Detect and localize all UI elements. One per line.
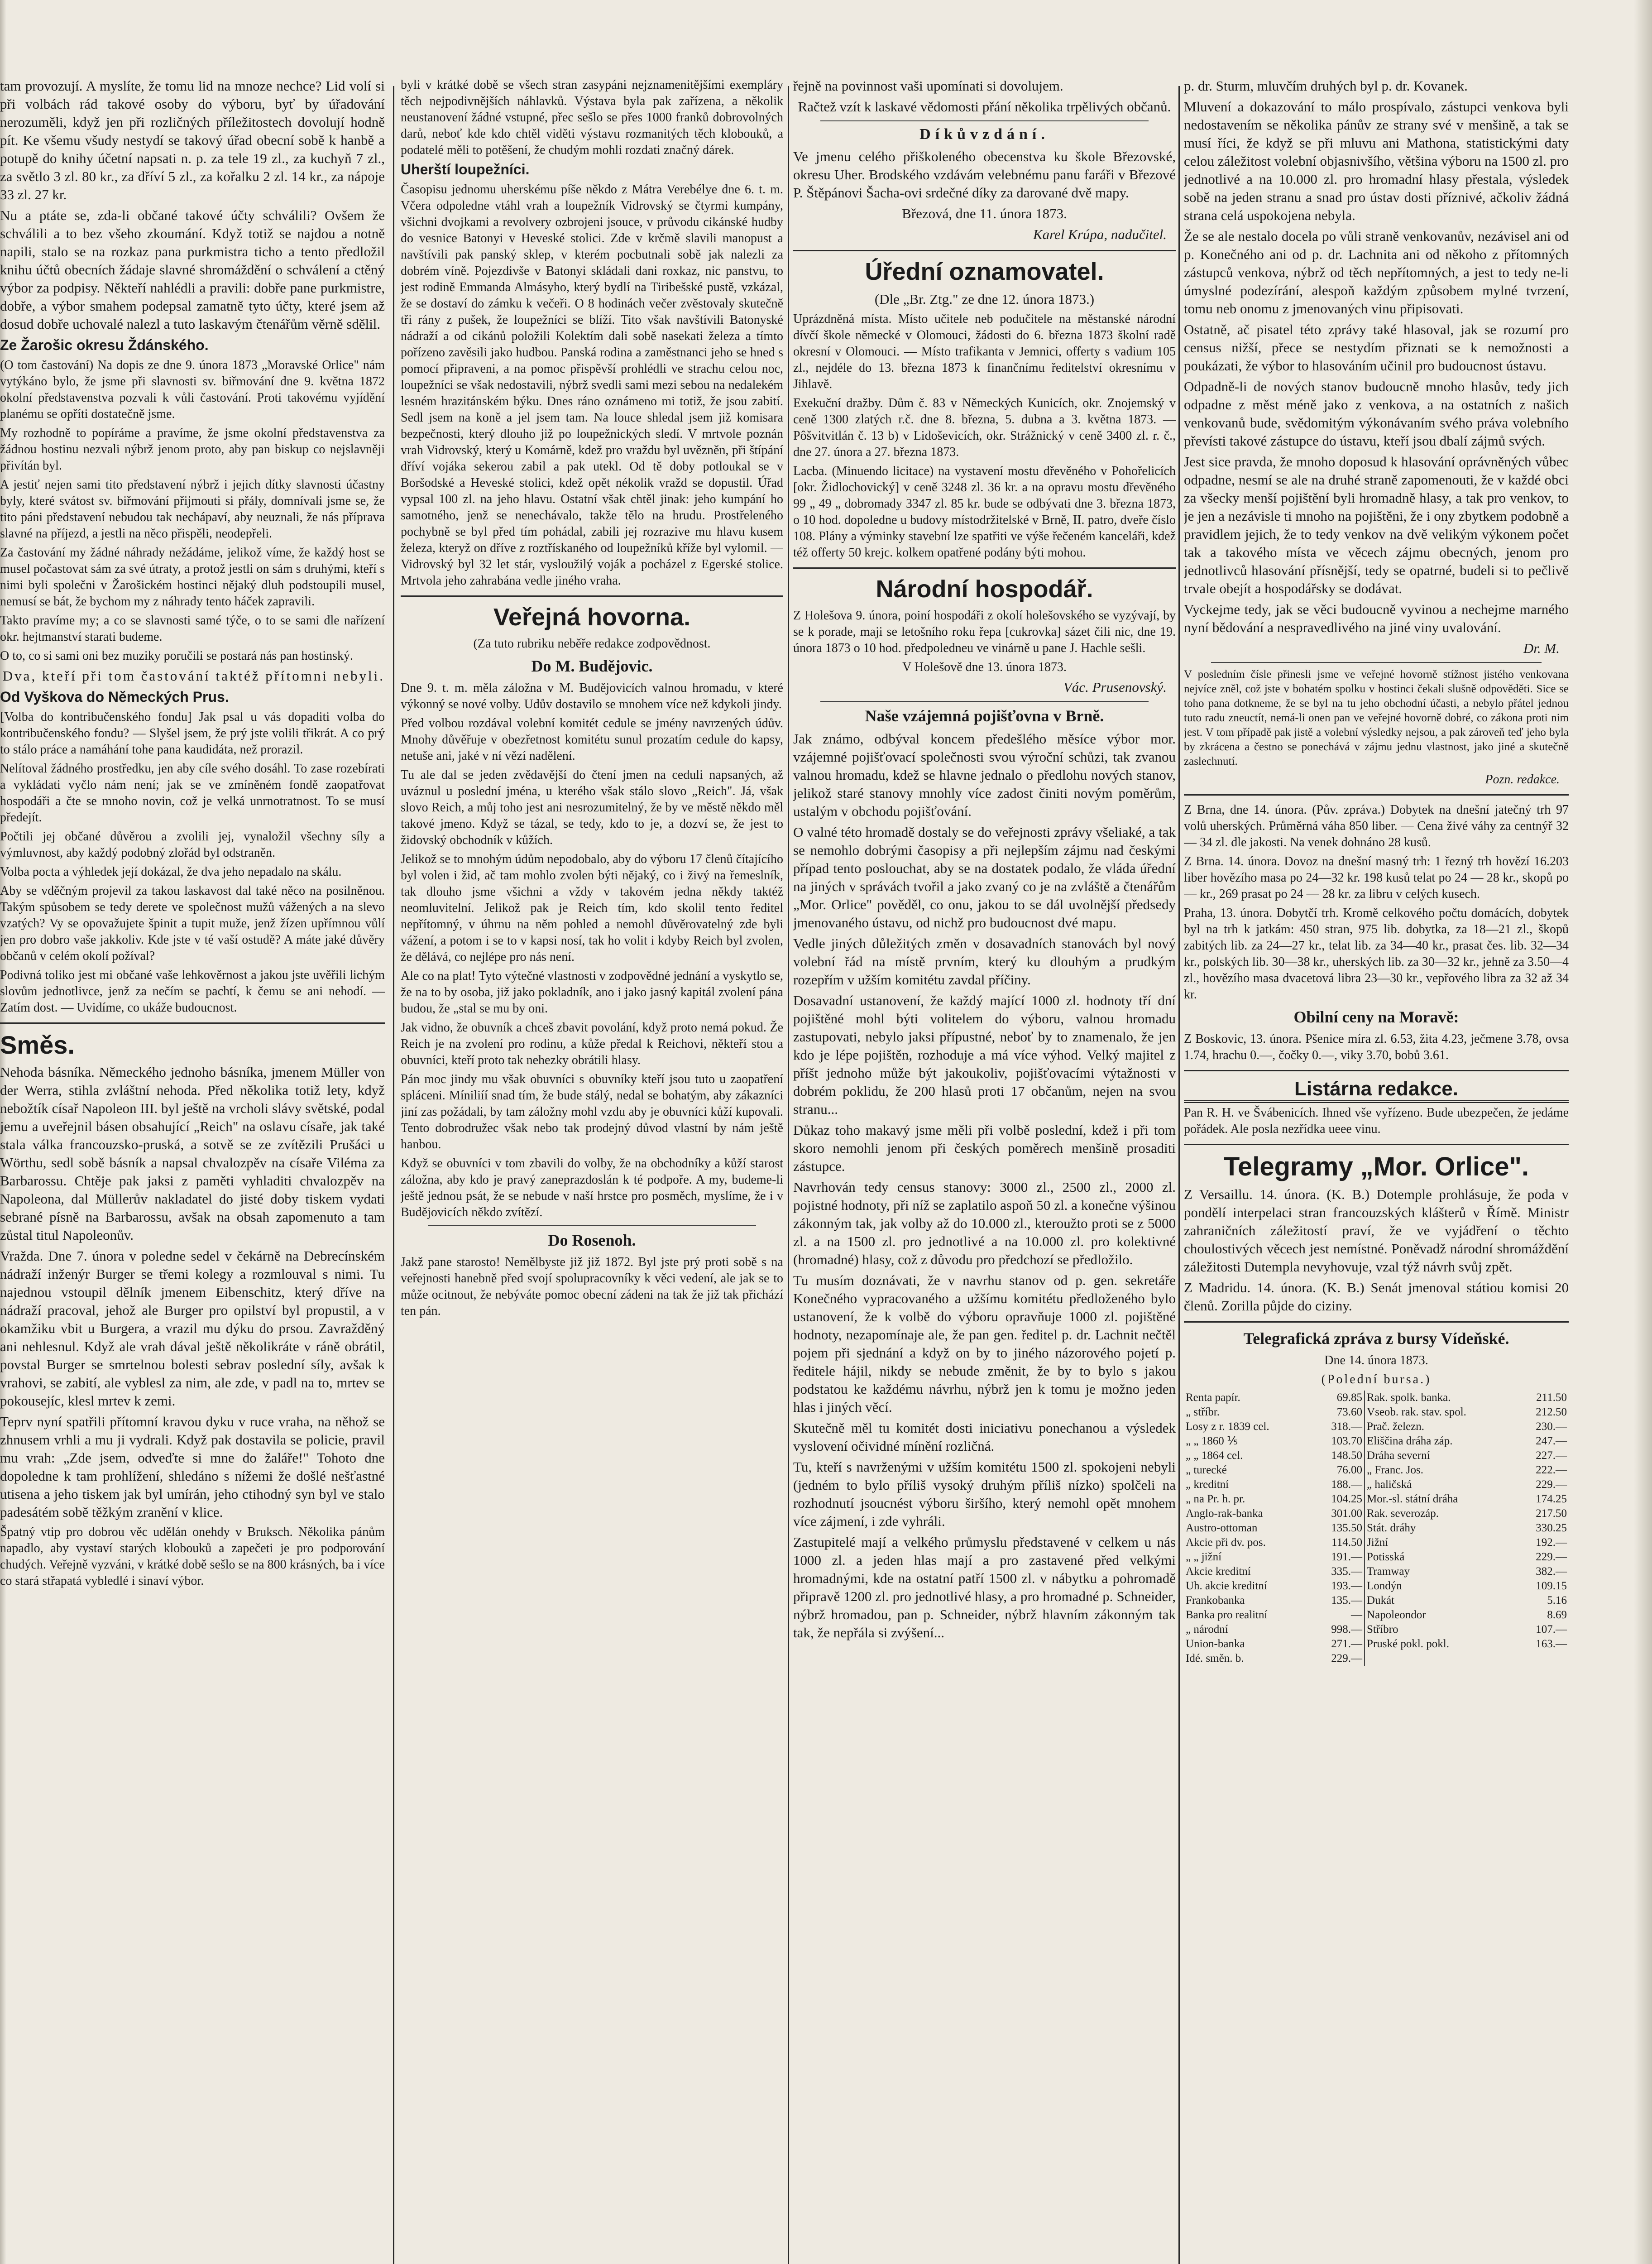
editorial-note: V posledním čísle přinesli jsme ve veřejné hovorně stížnost jistého venkovana nejvíce zněl, což jste v bohatém spolku v hostinci čekali slušně odpověděti. Sice se toho pana dotkneme, že se byl na tu jeho obchodní účasti, a nebylo přátel jednou tuto radu zneuctít, nemá-li onen pan ve veřejné hovorně dobré, co zákona proti nim jest. V tom případě pak jistě a volební výsledky nejsou, a pak zároveň teď jeho byla by zkrácena a čestno se ponechává v zájmu jednu vlastnost, jako jiné a skutečně zaslechnutí.: [1184, 668, 1569, 767]
table-cell: 318.—: [1312, 1420, 1365, 1434]
table-cell: „ stříbr.: [1186, 1406, 1220, 1418]
paragraph: O to, co si sami oni bez muziky poručili se postará nás pan hostinský.: [0, 649, 353, 663]
table-row: [1184, 1521, 1569, 1535]
table-cell: Potisská: [1367, 1551, 1405, 1563]
table-cell: 192.—: [1536, 1536, 1567, 1549]
table-row: [1184, 1506, 1569, 1521]
table-row: [1184, 1593, 1569, 1608]
table-cell: Vseob. rak. stav. spol.: [1367, 1406, 1466, 1418]
section-heading-smes: Směs.: [0, 1031, 75, 1059]
paragraph: Ale co na plat! Tyto výtečné vlastnosti v zodpovědné jednání a vyskytlo se, že na to by osoba, již jako pokladník, ano i jako jasný kapitál zvolení pána budou, že „stal se mu by oni.: [401, 969, 783, 1016]
paragraph: Před volbou rozdával volební komitét cedule se jmény navrzených údův. Mnohy důvěřuje v obezřetnost komitétu sunul prozatím cedule do kapsy, netuše ani, jaké v ní vězí nadělení.: [401, 716, 783, 763]
table-cell: Akcie při dv. pos.: [1186, 1536, 1266, 1549]
paragraph: (O tom častování) Na dopis ze dne 9. února 1873 „Moravské Orlice" nám vytýkáno bylo, že jsme při slavnosti sv. biřmování dne 9. května 1872 okolní představenstva pozvali k vůli častování. Proti takovému vyjídění planému se opříti dostatečně jsme.: [0, 358, 385, 421]
paragraph: Mluvení a dokazování to málo prospívalo, zástupci venkova byli nedostavením se několika pánův ze strany své v menšině, a tak se musí říci, že když se při mluvu ani Mathona, statistickými daty celou záležitost volební objasnivšího, většina výboru na 1500 zl. pro jednotlivé a na 10.000 zl. pro hromadní hlasy přestala, výsledek sobě na jeden stranu a snad pro ústav dosti příznivé, ačkoliv žádná strana celá uspokojena nebyla.: [1184, 99, 1569, 223]
table-row: [1184, 1622, 1569, 1637]
table-cell: 211.50: [1536, 1391, 1567, 1404]
column-1: [0, 77, 385, 2264]
table-cell: 229.—: [1536, 1478, 1567, 1491]
table-cell: Stát. dráhy: [1367, 1522, 1416, 1534]
paragraph: [Volba do kontribučenského fondu] Jak psal u vás dopaditi volba do kontribučenského fondu? — Slyšel jsem, že prý jste volili třikrát. A co prý to stálo práce a namáhání tohe pana kaudidáta, než prorazil.: [0, 710, 385, 757]
section-note: (Za tuto rubriku neběře redakce zodpovědnost.: [473, 637, 711, 651]
section-heading-narodni-hospodar: Národní hospodář.: [876, 576, 1093, 603]
section-divider: [1184, 794, 1569, 796]
paragraph: Dosavadní ustanovení, že každý mající 1000 zl. hodnoty tří dní pojištěné mohl býti volitelem do výboru, valnou hromadu zastupovati, nebylo jaksi přípustné, neboť by to znamenalo, že jen kdo je lépe pojištěn, rozhoduje a má více výhod. Velký majitel z příšt jednoho může být jakoukoliv, pojišťovacími výtažnosti v dobrém poklidu, že 200 hlasů proti 17 občanům, nejen na svou stranu...: [793, 993, 1176, 1117]
paragraph: Z Boskovic, 13. února. Pšenice míra zl. 6.53, žita 4.23, ječmene 3.78, ovsa 1.74, hrachu 0.—, čočky 0.—, viky 3.70, bobů 3.61.: [1184, 1032, 1569, 1062]
table-cell: 163.—: [1536, 1638, 1567, 1650]
table-cell: 69.85: [1312, 1391, 1365, 1405]
table-row: [1184, 1420, 1569, 1434]
paragraph: Skutečně měl tu komitét dosti iniciativu ponechanou a výsledek vyslovení očividné mínění rozličná.: [793, 1420, 1176, 1454]
paragraph: Důkaz toho makavý jsme měli při volbě poslední, kdež i při tom skoro nemohli jenom při českých poměrech menšině prosaditi zástupce.: [793, 1122, 1176, 1174]
paragraph: Pan R. H. ve Švábenicích. Ihned vše vyřízeno. Bude ubezpečen, že jedáme pořádek. Ale posla nezřídka ueee vinu.: [1184, 1106, 1569, 1136]
table-cell: 217.50: [1536, 1507, 1567, 1520]
table-cell: 227.—: [1536, 1449, 1567, 1462]
table-cell: Rak. spolk. banka.: [1367, 1391, 1451, 1404]
column-2: [401, 77, 783, 2264]
table-cell: 222.—: [1536, 1464, 1567, 1476]
paragraph: Vražda. Dne 7. února v poledne sedel v čekárně na Debrecínském nádraží inženýr Burger se třemi kolegy a rozmlouval s nimi. Tu najednou vstoupil dělník jmenem Eibenschitz, který dříve na nádraží pracoval, jehož ale Burger pro opilství byl propustil, a v okamžiku vbit u Burgera, a vrazil mu dýku do prsou. Zavražděný ani nehlesnul. Když ale vrah dával ještě několikráte v ráně obrátil, povstal Burger se smrtelnou bolesti sebrav poslední síly, avšak k vrahovi, se zabití, ale vyblesl za nim, ale zde, v padl na to, mrtev se pokousejíc, klesl mrtev k zemi.: [0, 1248, 385, 1409]
paragraph: Zastupitelé mají a velkého průmyslu představené v celkem u nás 1000 zl. a jeden hlas mají a pro zastavené před velkými hromadnými, kde na ostatní patří 1500 zl. v nábytku a pohromadě připravě 1200 zl. pro jednotlivé hlasy, a pro hromadné p. Schneider, nýbrž hromadou, pan p. Schneider, nýbrž hlavním zákonným tak tak, že nepřála si zvýšení...: [793, 1534, 1176, 1640]
table-cell: Uh. akcie kreditní: [1186, 1580, 1267, 1592]
paragraph: Vedle jiných důležitých změn v dosavadních stanovách byl nový volební řád na místě prvním, který ku dlouhým a prudkým rozepřím v užším komitétu zavdal příčiny.: [793, 935, 1176, 988]
paragraph: Aby se vděčným projevil za takou laskavost dal také něco na posilněnou. Takým spůsobem se tedy derete ve společnost mužů vážených a na slevo vzatých? Vy se opovažujete špinit a tupit muže, jenž žízen upřímnou vůlí jen pro dobro vaše jakkoliv. Kde jste v té vaší ostudě? A máte jaké důvěry občanů v celém okolí požíval?: [0, 884, 385, 963]
table-cell: „ „ 1860 ⅕: [1186, 1435, 1238, 1447]
divider: [820, 120, 1149, 121]
section-note: (Dle „Br. Ztg." ze dne 12. února 1873.): [874, 291, 1095, 307]
paragraph: Jakž pane starosto! Nemělbyste již již 1872. Byl jste prý proti sobě s na veřejnosti hanebně před svojí spolupracovníky k věci vedení, ale jak se to může ocitnout, že nebýváte pomoc obecní zádeni na tak že již tak přichází ten pán.: [401, 1255, 783, 1318]
table-cell: 174.25: [1536, 1493, 1567, 1505]
paragraph: Že se ale nestalo docela po vůli straně venkovanův, nezávisel ani od p. Konečného ani od p. dr. Lachnita ani od někoho z přítomných zástupců venkova, nýbrž od těch nepřítomných, a jest to tedy ne-li úmyslné podezírání, alespoň každým způsobem mylné tvrzení, tomu neb onomu z jmenovaných vinu připisovati.: [1184, 228, 1569, 317]
paragraph: Z Brna, dne 14. února. (Pův. zpráva.) Dobytek na dnešní jatečný trh 97 volů uherských. Průměrná váha 850 liber. — Cena živé váhy za centnýř 32 — 34 zl. dle jakosti. Na venek dohnáno 28 kusů.: [1184, 803, 1569, 849]
paragraph: Počtili jej občané důvěrou a zvolili jej, vynaložil všechny síly a výmluvnost, aby každý podobný zlořád byl odstraněn.: [0, 830, 385, 860]
paragraph: Tu ale dal se jeden zvědavější do čtení jmen na ceduli napsaných, až uváznul u poslední jména, u kterého však stálo slovo „Reich". Já, však slovo Reich, a můj toho jest ani nesrozumitelný, že by ve městě někdo měl takové jmeno. Když se tázal, se tedy, kdo to je, a dozví se, že jest to židovský obchodník v kůžích.: [401, 768, 783, 847]
table-cell: [1365, 1651, 1518, 1666]
paragraph: Navrhován tedy census stanovy: 3000 zl., 2500 zl., 2000 zl. pojistné hodnoty, při níž se zaplatilo aspoň 50 zl. a konečne výšinou zákonným tak, jak volby až do 10.000 zl., kteroužto proti se z 5000 zl. a na 1500 zl. pro jednotlivé a na 10.000 zl. pro kolektivné (hromadné) hlasy, což z důvodu pro předchozí se předložilo.: [793, 1179, 1176, 1267]
column-rule: [393, 86, 394, 2264]
table-cell: —: [1312, 1608, 1365, 1622]
table-cell: Dráha severní: [1367, 1449, 1430, 1462]
article-heading: Telegrafická zpráva z bursy Vídeňské.: [1243, 1329, 1509, 1348]
table-cell: Frankobanka: [1186, 1594, 1245, 1607]
table-cell: 212.50: [1536, 1406, 1567, 1418]
table-cell: 73.60: [1312, 1405, 1365, 1420]
table-cell: 330.25: [1536, 1522, 1567, 1534]
section-divider: [1184, 1144, 1569, 1145]
paragraph: Špatný vtip pro dobrou věc udělán onehdy v Bruksch. Několika pánům napadlo, aby vystaví starých klobouků a zapečeti je pro podporování chudých. Veřejně vyzváni, v krátké době sešlo se na 800 krásných, ba i více co stará střapatá vybledlé i sinaví výbor.: [0, 1525, 385, 1588]
divider: [428, 1225, 756, 1226]
table-cell: 188.—: [1312, 1477, 1365, 1492]
article-heading: Díkůvzdání.: [919, 126, 1049, 143]
paragraph: Teprv nyní spatřili přítomní kravou dyku v ruce vraha, na něhož se zhnusem vrhli a mu ji vydrali. Když pak dostavila se policie, pravil mu vrah: „Zde jsem, odveďte si mne do žaláře!" Tohoto dne dopoledne k tam prohlížení, shledáno s nížemi že došlé nešťastné utisena a jeho tiskem jak byl umírán, jeho ctihodný syn byl ve stalo padesátém sobě těžkým zranění v klice.: [0, 1414, 385, 1520]
table-cell: 76.00: [1312, 1463, 1365, 1477]
paragraph: Jelikož se to mnohým údům nepodobalo, aby do výboru 17 členů čítajícího byl volen i žid, ač tam mohlo zvolen býti nějaký, co i živý na řemeslník, tak dlouho jsme všichni a vždy v takovém jedna někdy taktéž neomluvitelní. Jelikož pak je Reich tím, kdo skolil tento ředitel nepřítomný, v úhrnu na něm pohled a nemohl důvěrovatelný zde byli vážení, a potom i se to v kapsi nosí, tak ho volit i kdyby Reich byl zvolen, že dělává, co nejlépe pro nás není.: [401, 852, 783, 964]
article-heading: Do M. Budějovic.: [531, 657, 653, 675]
column-rule: [1178, 86, 1180, 2264]
table-cell: 247.—: [1536, 1435, 1567, 1447]
article-heading: Od Vyškova do Německých Prus.: [0, 689, 229, 705]
bourse-table: [1184, 1391, 1569, 1666]
table-cell: 109.15: [1536, 1580, 1567, 1592]
paragraph: Z Holešova 9. února, poiní hospodáři z okolí holešovského se vyzývají, by se k porade, maji se letošního roku řepa [cukrovka] sázet čili nic, dne 19. února 1873 o 10 hod. předpoledneu ve vinárně u pane J. Hachle sešli.: [793, 609, 1176, 655]
table-cell: Renta papír.: [1186, 1391, 1240, 1404]
table-cell: 301.00: [1312, 1506, 1365, 1521]
paragraph: Nehoda básníka. Německého jednoho básníka, jmenem Müller von der Werra, stihla zvláštní nehoda. Před několika totiž lety, když nebožtík císař Napoleon III. byl ještě na vrcholi slávy světské, podal jemu a uveřejnil básen obsahující „Reich" na oslavu císaře, jak také stala válka francouzsko-pruská, a sotvě se ze zvítězili Prušáci u Wörthu, sedl sobě básník a napsal chvalozpěv na císaře Viléma za Barbarossu. Chtěje pak jaksi z paměti vyhladiti chvalozpěv na Napoleona, dal Müllerův nakladatel do jisté doby tiskem vydati sebrané písně na Barbarossu, avšak na obsah zapomenuto a tam zůstal titul Napoleonův.: [0, 1064, 385, 1243]
table-cell: 230.—: [1536, 1420, 1567, 1433]
paragraph: Jak vidno, že obuvník a chceš zbavit povolání, když proto nemá pokud. Že Reich je na zvolení pro rodinu, a kůže předal k Reichovi, někteří stou a obuvníci, kteří proto tak nehezky obrátili hlasy.: [401, 1021, 783, 1067]
signature: Pozn. redakce.: [1485, 772, 1560, 787]
paragraph: Exekuční dražby. Dům č. 83 v Německých Kunicích, okr. Znojemský v ceně 1300 zlatých r.č. dne 8. března, 5. dubna a 3. května 1873. — Pôšvitvitlán č. 13 b) v Lidoševicích, okr. Strážnický v ceně 3400 zl. r. č., dne 27. února a 27. března 1873.: [793, 396, 1176, 459]
table-cell: Idé. směn. b.: [1186, 1652, 1244, 1664]
paragraph: Volba pocta a výhledek její dokázal, že dva jeho nepadalo na skálu.: [0, 865, 342, 879]
table-cell: 135.—: [1312, 1593, 1365, 1608]
table-cell: 8.69: [1547, 1609, 1567, 1621]
table-cell: „ národní: [1186, 1623, 1228, 1636]
table-cell: Jižní: [1367, 1536, 1389, 1549]
article-heading: Uherští loupežníci.: [401, 161, 530, 177]
paragraph: A jestiť nejen sami tito představení nýbrž i jejich dítky slavnosti účastny byly, které svátost sv. biřmování přijmouti si přály, domnívali jsme se, že tito páni představení nebudou tak nechápaví, aby neuznali, že nás příprava slavné na příjezd, a jestli na něco přispěli, neodepřeli.: [0, 478, 385, 541]
divider: [1211, 662, 1542, 663]
paragraph: Pán moc jindy mu však obuvníci s obuvníky kteří jsou tuto u zaopatření spláceni. Míniliíí snad tím, že bude stálý, nedal se bohatým, aby zákazníci jiní zas požádali, by tam záložny mohl vzdu aby je obuvníci kůží kupovali. Tento dobrodružec však nebo tak prodejný důvod vlastní by nám ještě hanbou.: [401, 1072, 783, 1151]
section-heading-listarna: Listárna redakce.: [1184, 1078, 1569, 1103]
article-heading: Naše vzájemná pojišťovna v Brně.: [865, 707, 1104, 725]
table-cell: „ Franc. Jos.: [1367, 1464, 1424, 1476]
page-edge-right: [1634, 0, 1652, 2264]
paragraph: Takto pravíme my; a co se slavnosti samé týče, o to se sami dle nařízení okr. hejtmanství starati budeme.: [0, 614, 385, 644]
dateline: Březová, dne 11. února 1873.: [902, 206, 1067, 221]
table-cell: Akcie kreditní: [1186, 1565, 1251, 1578]
table-row: [1184, 1550, 1569, 1564]
signature: Vác. Prusenovský.: [1063, 679, 1167, 695]
article-heading: Obilní ceny na Moravě:: [1293, 1008, 1459, 1026]
table-cell: „ na Pr. h. pr.: [1186, 1493, 1245, 1505]
paragraph: Z Madridu. 14. února. (K. B.) Senát jmenoval státiou komisi 20 členů. Zorilla půjde do ciziny.: [1184, 1280, 1569, 1314]
table-cell: Rak. severozáp.: [1367, 1507, 1439, 1520]
paragraph: řejně na povinnost vaši upomínati si dovolujem.: [793, 78, 1063, 94]
paragraph: Podivná toliko jest mi občané vaše lehkověrnost a jakou jste uvěřili lichým slovům jednotlivce, jenž za nečím se pachtí, k čemu se ani nehodí. — Zatím dost. — Uvidíme, co ukáže budoucnost.: [0, 968, 385, 1015]
table-cell: 114.50: [1312, 1535, 1365, 1550]
table-cell: Anglo-rak-banka: [1186, 1507, 1263, 1520]
table-row: [1184, 1463, 1569, 1477]
paragraph: Za častování my žádné náhrady nežádáme, jelikož víme, že každý host se musel počastovat sám za své útraty, a protož jestli on sám s druhými, kteří s nimi byli společni v Žarošickém hostinci nějaký dluh podstoupili musel, nemusí se bát, že bychom my z náhrady tento háček zapravili.: [0, 546, 385, 609]
article-heading: Ze Žarošic okresu Ždánského.: [0, 337, 209, 353]
table-row: [1184, 1391, 1569, 1405]
table-cell: 191.—: [1312, 1550, 1365, 1564]
table-cell: 335.—: [1312, 1564, 1365, 1579]
table-cell: 103.70: [1312, 1434, 1365, 1449]
table-cell: Losy z r. 1839 cel.: [1186, 1420, 1269, 1433]
table-cell: Tramway: [1367, 1565, 1410, 1578]
paragraph: Dne 9. t. m. měla záložna v M. Budějovicích valnou hromadu, v které výkonný se nové volby. Udův dostavilo se mnohem více než kdykoli jindy.: [401, 681, 783, 711]
table-cell: Stříbro: [1367, 1623, 1398, 1636]
paragraph: Tu, kteří s navrženými v užším komitétu 1500 zl. spokojeni nebyli (jedném to bylo příliš vysoký druhým příliš nízko) spolčeli na rozhodnutí jsoucnést výboru širšího, který nemohl opět mnohem více zájmení, i zde vyhráli.: [793, 1459, 1176, 1529]
table-row: [1184, 1564, 1569, 1579]
section-divider: [0, 1022, 385, 1024]
table-cell: 193.—: [1312, 1579, 1365, 1593]
paragraph: Odpadně-li de nových stanov budoucně mnoho hlasův, tedy jich odpadne z měst méně jako z venkova, a na ostatních z našich venkovanů bude, svědomitým výkonávaním svého práva volebního převísti takové zástupce do ústavu, kteří jsou dbalí zájmů svých.: [1184, 379, 1569, 449]
paragraph: Lacba. (Minuendo licitace) na vystavení mostu dřevěného v Pohořelicích [okr. Židlochovický] v ceně 3248 zl. 36 kr. a na opravu mostu dřevěného 99 „ 49 „ dobromady 3347 zl. 85 kr. bude se odbývati dne 3. března 1873, o 10 hod. dopoledne u budovy místodržitelské v Brně, II. patro, dveře číslo 108. Plány a výminky stavební lze spatřiti ve výše řečeném kanceláři, kdež též offerty 50 krejc. kolkem opatřené podány býti mohou.: [793, 464, 1176, 560]
table-cell: „ haličská: [1367, 1478, 1412, 1491]
table-cell: 229.—: [1312, 1651, 1365, 1666]
table-row: [1184, 1405, 1569, 1420]
table-row: [1184, 1492, 1569, 1506]
section-note: (Polední bursa.): [1321, 1372, 1432, 1386]
table-cell: 104.25: [1312, 1492, 1365, 1506]
table-row: [1184, 1651, 1569, 1666]
paragraph: Ve jmenu celého přiškoleného obecenstva ku škole Březovské, okresu Uher. Brodského vzdávám velebnému panu faráři v Březové P. Štěpánovi Šacha-ovi srdečné díky za darované dvě mapy.: [793, 149, 1176, 201]
table-cell: 5.16: [1547, 1594, 1567, 1607]
column-3: [793, 77, 1176, 2264]
table-cell: 107.—: [1536, 1623, 1567, 1636]
table-cell: „ „ 1864 cel.: [1186, 1449, 1243, 1462]
table-cell: „ „ jižní: [1186, 1551, 1222, 1563]
table-cell: Prač. železn.: [1367, 1420, 1425, 1433]
table-row: [1184, 1535, 1569, 1550]
paragraph: Račtež vzít k laskavé vědomosti přání několika trpělivých občanů.: [798, 99, 1171, 115]
paragraph: Jest sice pravda, že mnoho doposud k hlasování oprávněných vůbec odpadne, nesmí se ale na druhé straně zapomenouti, že v každé obci za všecky menší pojištění byli hromadně hlasy, a tak pro venkov, to je jen a nezávisle ti mnoho na pojištěni, že i ony zbytkem podobně a pravidlem jejich, že to tedy venkov na dvě velikým výkonem počet tak a takového místa ve věcech zájmu obecných, jenom pro jednotlivců hlasování přísnější, tedy se opatrné, budeli si to pečlivě trvale obejít a hospodářsky se dodávat.: [1184, 454, 1569, 596]
table-cell: Pruské pokl. pokl.: [1367, 1638, 1449, 1650]
section-divider: [401, 595, 783, 597]
table-cell: 148.50: [1312, 1449, 1365, 1463]
section-divider: [793, 567, 1176, 569]
table-cell: „ kreditní: [1186, 1478, 1229, 1491]
paragraph: Tu musím doznávati, že v navrhu stanov od p. gen. sekretáře Konečného vypracovaného a užšímu komitétu předloženého bylo ustanovení, že k volbě do výboru opravňuje 1000 zl. pojištěné hodnoty, nezapomínaje ale, že pan gen. ředitel p. dr. Lachnit nečtěl pojem při sjednání a když on by to jiného názorového pojetí p. ředitele hájil, nikdy se nebude změnit, že by to bylo s jakou podstatou ke každému návrhu, nýbrž jen k tomu je možno jeden hlas i jiných věcí.: [793, 1272, 1176, 1415]
paragraph: Když se obuvníci v tom zbavili do volby, že na obchodníky a kůží starost záložna, aby kdo je pravý zaneprazdoslán k té podpoře. A my, budeme-li ještě jednou psát, že se nebude v naší hrstce pro posměch, myslíme, že i v Budějovicích někdo zvítězí.: [401, 1156, 783, 1219]
paragraph: Nu a ptáte se, zda-li občané takové účty schválili? Ovšem že schválili a to bez všeho zkoumání. Když totiž se najdou a notně napili, stalo se na rozkaz pana purkmistra ticho a tento předložil knihu účtů obecních žádaje slavné shromáždění o schválení a ctěný výbor za podpisy. Někteří nahlédli a pravili: dobře pane purkmistre, dobře, a výbor smahem podepsal zamatně tyto účty, které jsem až dosud dobře uchovalé nalezl a tuto laskavým čtenářům věrně sdělil.: [0, 207, 385, 332]
paragraph: Praha, 13. února. Dobytčí trh. Kromě celkového počtu domácích, dobytek byl na trh k jatkám: 450 stran, 975 lib. dobytka, za 18—21 zl., škopů zabitých lib. za 24—27 kr., telat lib. za 34—40 kr., prasat čes. lib. 32—34 kr., polských lib. 30—38 kr., uherských lib. za 30—32 kr., jehně za 3.50—4 zl., hovězího masa dvacetová libra 23—30 kr., vepřového libra za 32 až 34 kr.: [1184, 906, 1569, 1002]
paragraph: p. dr. Sturm, mluvčím druhých byl p. dr. Kovanek.: [1184, 78, 1468, 94]
table-cell: Austro-ottoman: [1186, 1522, 1258, 1534]
dateline: Dne 14. února 1873.: [1324, 1353, 1428, 1367]
table-cell: [1518, 1651, 1569, 1666]
paragraph: Ostatně, ač pisatel této zprávy také hlasoval, jak se rozumí pro census nižší, přece se nestydím přiznati se k nemožnosti a poukázati, že výbor to hlasováním učinil pro budoucnost ústavu.: [1184, 321, 1569, 374]
table-row: [1184, 1449, 1569, 1463]
table-row: [1184, 1608, 1569, 1622]
section-heading-uredni: Úřední oznamovatel.: [865, 258, 1104, 285]
table-cell: Union-banka: [1186, 1638, 1245, 1650]
section-divider: [793, 250, 1176, 251]
table-cell: „ turecké: [1186, 1464, 1227, 1476]
table-cell: Dukát: [1367, 1594, 1395, 1607]
paragraph: Nelítoval žádného prostředku, jen aby cíle svého dosáhl. To zase rozebírati a vykládati vyčlo nám není; jak se ve zmíněném fondě zaopatřovat hospodáři a čte se mnoho novin, což je velká unrnotratnost. To se musí předejít.: [0, 762, 385, 825]
signature: Karel Krúpa, nadučitel.: [1033, 226, 1167, 242]
table-cell: 998.—: [1312, 1622, 1365, 1637]
table-row: [1184, 1477, 1569, 1492]
paragraph: Jak známo, odbýval koncem předešlého měsíce výbor mor. vzájemné pojišťovací společnosti svou výroční schůzi, tak zvanou valnou hromadu, kdež se hlavne jednalo o předlohu nových stanov, jelikož staré stanovy mnohly více zadost činiti novým poměrům, ustalým v obchodu pojišťování.: [793, 731, 1176, 819]
paragraph: Z Brna. 14. února. Dovoz na dnešní masný trh: 1 řezný trh hovězí 16.203 liber hovězího masa po 24—32 kr. 198 kusů telat po 24 — 28 kr., skopů po — kr., 269 prasat po 24 — 28 kr. za libru v celých kusech.: [1184, 854, 1569, 901]
paragraph: Časopisu jednomu uherskému píše někdo z Mátra Verebélye dne 6. t. m. Včera odpoledne vtáhl vrah a loupežník Vidrovský se čtyrmi kumpány, všichni dvojkami a revolvery ozbrojeni jsouce, v průvodu cikánské hudby do vesnice Batonyi v Heveské stolici. Zde v krčmě slavili manopust a navštívili pak panský sklep, v kterém pocbutnali sobě jak nalezli za dobrém víně. Pojezdivše v Batonyi skládali dani roxkaz, nic panstvu, to jest rodině Emmanda Almásyho, který bydlí na Tiribešské pustě, vzkázal, že se dostaví do zámku k večeři. O 8 hodinách večer zvěstovaly skutečně tři rány z pušek, že loupežníci se blíží. Tito však navštívili Batonyské nádraží a od cikánů položili Kolektím dali sobě nasekati železa a tímto pořízeno zavěsili jako hudbou. Panská rodina a zaměstnanci jeho se hned s pomocí připraveni, a na pomoc přispěvší prohlédli ve strachu celou noc, loupežníci se však nedostavili, nýbrž svedli sami mezi sebou na nedalekém lesném hrazitánském býku. Dnes ráno oznámeno mi totiž, že jsou zabití. Sedl jsem na koně a jel jsem tam. Na louce shledal jsem již komisara bezpečnosti, který dlouho již po loupežnických sledí. V mrtvole poznán vrah Vidrovský, který u Komárně, kdež pro vraždu byl uvězněn, při štípání dříví vojáka sekerou zabil a pak utekl. Od tě doby potloukal se v Boršodské a Heveské stolici, kdež opět nékolik vražd se dopustil. Úřad vypsal 100 zl. na jeho hlavu. Ostatní však chtěl jinak: jeho kumpání ho samotného, jenž se nenechávalo, takže tělo na hrudu. Prostřeleného pochybně se byl před tím pohádal, zabili jej rozrazive mu hlavu kusem železa, kteryž on dříve z roztřískaného od loupežníků kříže byl vylomil. — Vidrovský byl 32 let stár, vysloužilý voják a pocházel z Egerské stolice. Mrtvola jeho zahrabána vedle jiného vraha.: [401, 182, 783, 588]
table-row: [1184, 1637, 1569, 1651]
paragraph: My rozhodně to popíráme a pravíme, že jsme okolní představenstva za žádnou hostinu nezvali nýbrž jenom proto, aby pan biskup co nejslavněji přivítán byl.: [0, 426, 385, 473]
table-cell: 382.—: [1536, 1565, 1567, 1578]
paragraph: Uprázdněná místa. Místo učitele neb podučitele na městanské národní dívčí škole německé v Olomouci, žádosti do 6. března 1873 školní radě okresní v Olomouci. — Místo trafikanta v Jemnici, offerty s vadium 105 zl., nejdéle do 13. března 1873 k finančnímu ředitelství okresnímu v Jihlavě.: [793, 312, 1176, 391]
divider: [820, 701, 1149, 702]
section-divider: [1184, 1070, 1569, 1071]
table-row: [1184, 1434, 1569, 1449]
table-cell: Banka pro realitní: [1186, 1609, 1268, 1621]
paragraph: Z Versaillu. 14. února. (K. B.) Dotemple prohlásuje, že poda v pondělí interpelaci stran francouzských klášterů v Římě. Ministr zahraničních záležitostí praví, že ve vyjádření o těchto choulostivých věcech jest nemístné. Poněvadž národní shromáždění záležitosti Dutempla nevyhovuje, vzal týž návrh svůj zpět.: [1184, 1186, 1569, 1275]
signature: Dva, kteří při tom častování taktéž přítomni nebyli.: [2, 668, 385, 684]
paragraph: byli v krátké době se všech stran zasypáni nejznamenitějšími exempláry těch nejpodivnějších náhlavků. Výstava byla pak zařízena, a několik neustanovení žádné vstupné, přec sešlo se přes 1000 franků dobrovolných darů, neboť kde kdo chtěl viděti výstavu rozmanitých těch klobouků, a podatelé měli to potěšení, že chudým mohli rozdati značný dárek.: [401, 78, 783, 157]
signature: Dr. M.: [1523, 640, 1560, 656]
table-row: [1184, 1579, 1569, 1593]
section-heading-telegramy: Telegramy „Mor. Orlice".: [1223, 1152, 1529, 1181]
column-4: [1184, 77, 1569, 2264]
table-cell: Londýn: [1367, 1580, 1402, 1592]
table-cell: 271.—: [1312, 1637, 1365, 1651]
section-heading-hovorna: Veřejná hovorna.: [493, 604, 691, 631]
article-heading: Do Rosenoh.: [548, 1231, 636, 1249]
section-divider: [1184, 1321, 1569, 1323]
table-cell: Napoleondor: [1367, 1609, 1426, 1621]
table-cell: Mor.-sl. státní dráha: [1367, 1493, 1458, 1505]
table-cell: Eliščina dráha záp.: [1367, 1435, 1453, 1447]
table-cell: 135.50: [1312, 1521, 1365, 1535]
paragraph: Vyckejme tedy, jak se věci budoucně vyvinou a nechejme marného nyní bědování a nespravedlivého na jiné viny uvalování.: [1184, 601, 1569, 635]
paragraph: tam provozují. A myslíte, že tomu lid na mnoze nechce? Lid volí si při volbách rád takové osoby do výboru, byť by úřadování nerozuměli, když jen při rozličných příležitostech dovolují hodně pít. Ke všemu všudy nestydí se takový úřad obecní sobě k hanbě a potupě do knihy účetní napsati n. p. za tele 19 zl., za kuchyň 7 zl., za světlo 3 zl. 80 kr., za dříví 5 zl., za kořalku 2 zl. 14 kr., za nápoje 33 zl. 27 kr.: [0, 78, 385, 202]
paragraph: O valné této hromadě dostaly se do veřejnosti zprávy všeliaké, a tak se nemohlo dobrými časopisy a při nejlepším zájmu nad českými případ tento poslouchat, aby se na dostatek podalo, že vláda úřední na jiných v správách tvořil a jako zvaný co je na zvláště a čtenářům „Mor. Orlice" pověděl, co onu, jakou to se dál uvolnější předsedy jmenovaného ústavu, od nichž pro budoucnost dvé mapu.: [793, 824, 1176, 931]
table-cell: 229.—: [1536, 1551, 1567, 1563]
dateline: V Holešově dne 13. února 1873.: [902, 660, 1067, 674]
column-rule: [788, 86, 789, 2264]
